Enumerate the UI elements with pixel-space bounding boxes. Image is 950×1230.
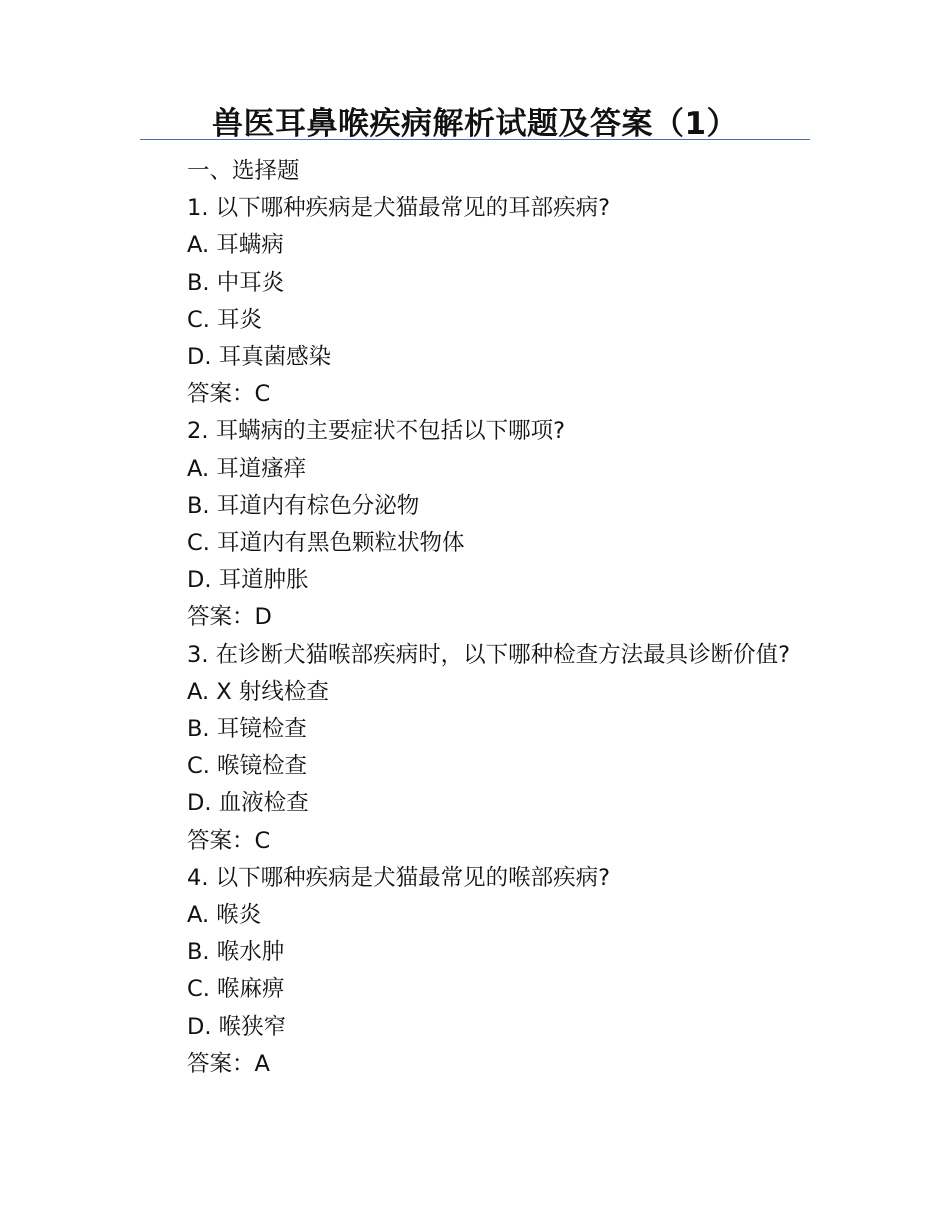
answer: 答案：D [187, 604, 272, 631]
option-b: B. 耳镜检查 [187, 716, 307, 743]
question-stem: 3. 在诊断犬猫喉部疾病时，以下哪种检查方法最具诊断价值? [187, 641, 791, 668]
option-a: A. 耳螨病 [187, 232, 284, 259]
question-stem: 2. 耳螨病的主要症状不包括以下哪项? [187, 418, 566, 445]
option-b: B. 耳道内有棕色分泌物 [187, 492, 420, 519]
question-stem: 1. 以下哪种疾病是犬猫最常见的耳部疾病? [187, 195, 611, 222]
option-c: C. 耳炎 [187, 306, 263, 333]
option-d: D. 耳真菌感染 [187, 344, 332, 371]
question-1 [140, 190, 810, 413]
answer: 答案：C [187, 381, 271, 408]
title-underline [140, 139, 810, 140]
document-body [140, 153, 810, 1083]
option-b: B. 喉水肿 [187, 939, 285, 966]
question-2 [140, 413, 810, 636]
option-c: C. 耳道内有黑色颗粒状物体 [187, 530, 465, 557]
question-4 [140, 860, 810, 1083]
option-c: C. 喉麻痹 [187, 976, 285, 1003]
question-3 [140, 637, 810, 860]
answer: 答案：C [187, 827, 271, 854]
option-d: D. 血液检查 [187, 790, 309, 817]
section-heading: 一、选择题 [187, 158, 300, 184]
answer: 答案：A [187, 1050, 270, 1077]
question-stem: 4. 以下哪种疾病是犬猫最常见的喉部疾病? [187, 864, 611, 891]
option-c: C. 喉镜检查 [187, 753, 308, 780]
option-a: A. 喉炎 [187, 902, 262, 929]
option-a: A. 耳道瘙痒 [187, 455, 307, 482]
option-d: D. 喉狭窄 [187, 1013, 287, 1040]
document-title: 兽医耳鼻喉疾病解析试题及答案（1） [211, 106, 739, 142]
option-a: A. X 射线检查 [187, 678, 329, 705]
option-b: B. 中耳炎 [187, 269, 285, 296]
option-d: D. 耳道肿胀 [187, 567, 309, 594]
